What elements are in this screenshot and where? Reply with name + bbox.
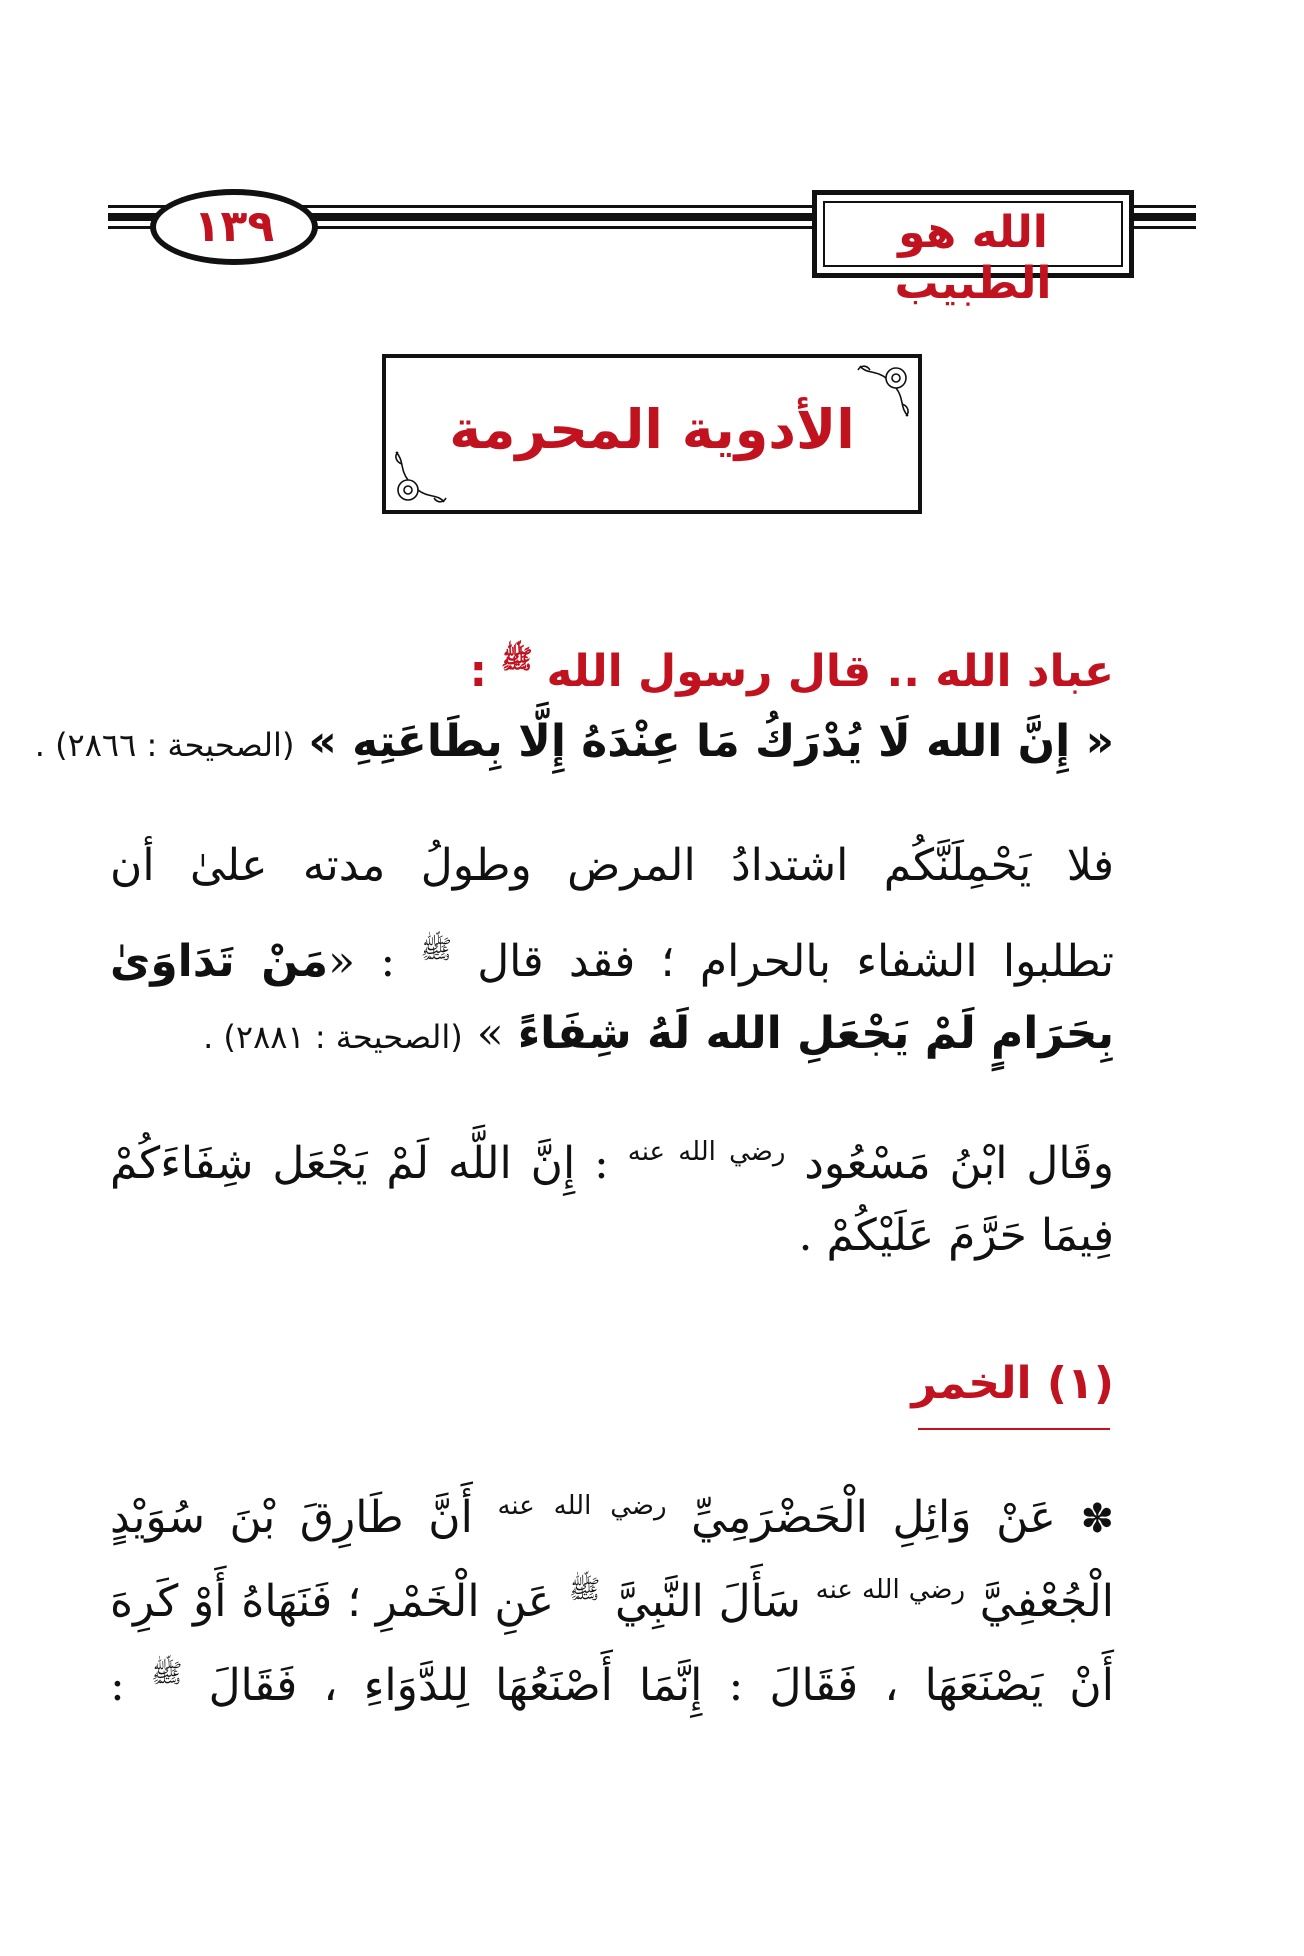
salla-honorific: ﷺ (420, 935, 452, 965)
paragraph3-line1: ✽ عَنْ وَائِلِ الْحَضْرَمِيِّ $^{رضي الله عنه}$ أَنَّ طَارِقَ بْنَ سُوَيْدٍ (110, 1491, 1114, 1543)
section-title-box (382, 354, 922, 514)
subsection-underline (918, 1428, 1110, 1430)
subsection-title: (١) الخمر (911, 1358, 1114, 1409)
intro-lead: عباد الله .. قال رسول الله (546, 646, 1114, 697)
salla-honorific: ﷺ (501, 645, 533, 675)
paragraph1-line1: فلا يَحْمِلَنَّكُم اشتدادُ المرض وطولُ مدته علىٰ أن (110, 840, 1114, 891)
intro-hadith-line (35, 712, 1114, 775)
intro-lead-line: عباد الله .. قال رسول الله $^ﷺ$ : (469, 645, 1114, 697)
hadith-source: (الصحيحة : ٢٨٨١) . (203, 1018, 463, 1056)
hadith-text: « إِنَّ الله لَا يُدْرَكُ مَا عِنْدَهُ إِلَّا بِطَاعَتِهِ » (308, 716, 1114, 767)
hadith-source: (الصحيحة : ٢٨٦٦) . (34, 726, 295, 764)
paragraph2-line2: فِيمَا حَرَّمَ عَلَيْكُمْ . (798, 1210, 1114, 1261)
section-title: الأدوية المحرمة (449, 398, 855, 461)
page-number: ١٣٩ (193, 201, 275, 252)
paragraph3-line2: الْجُعْفِيَّ $^{رضي الله عنه}$ سَأَلَ النَّبِيَّ $^ﷺ$ عَنِ الْخَمْرِ ؛ فَنَهَاهُ أَوْ كَرِهَ (110, 1575, 1114, 1627)
paragraph2-line1: وقَال ابْنُ مَسْعُود $^{رضي الله عنه}$ : إِنَّ اللَّه لَمْ يَجْعَل شِفَاءَكُمْ (110, 1137, 1115, 1189)
running-header (812, 190, 1134, 309)
running-header-title: الله هو الطبيب (894, 207, 1052, 309)
paragraph3-line3: أَنْ يَصْنَعَهَا ، فَقَالَ : إِنَّمَا أَصْنَعُهَا لِلدَّوَاءِ ، فَقَالَ $^ﷺ$ : (110, 1659, 1114, 1711)
salla-honorific: ﷺ (568, 1575, 601, 1605)
paragraph1-line3: بِحَرَامٍ لَمْ يَجْعَلِ الله لَهُ شِفَاءً » (الصحيحة : ٢٨٨١) . (203, 1008, 1114, 1059)
radi-honorific: رضي الله عنه (497, 1491, 667, 1521)
paragraph1-line2: تطلبوا الشفاء بالحرام ؛ فقد قال $^ﷺ$ : «مَنْ تَدَاوَىٰ (110, 935, 1114, 987)
page-number-badge (150, 189, 318, 265)
radi-honorific: رضي الله عنه (627, 1137, 786, 1167)
salla-honorific: ﷺ (150, 1659, 183, 1689)
asterisk-ornament-icon: ✽ (1080, 1496, 1114, 1542)
radi-honorific: رضي الله عنه (815, 1575, 966, 1605)
